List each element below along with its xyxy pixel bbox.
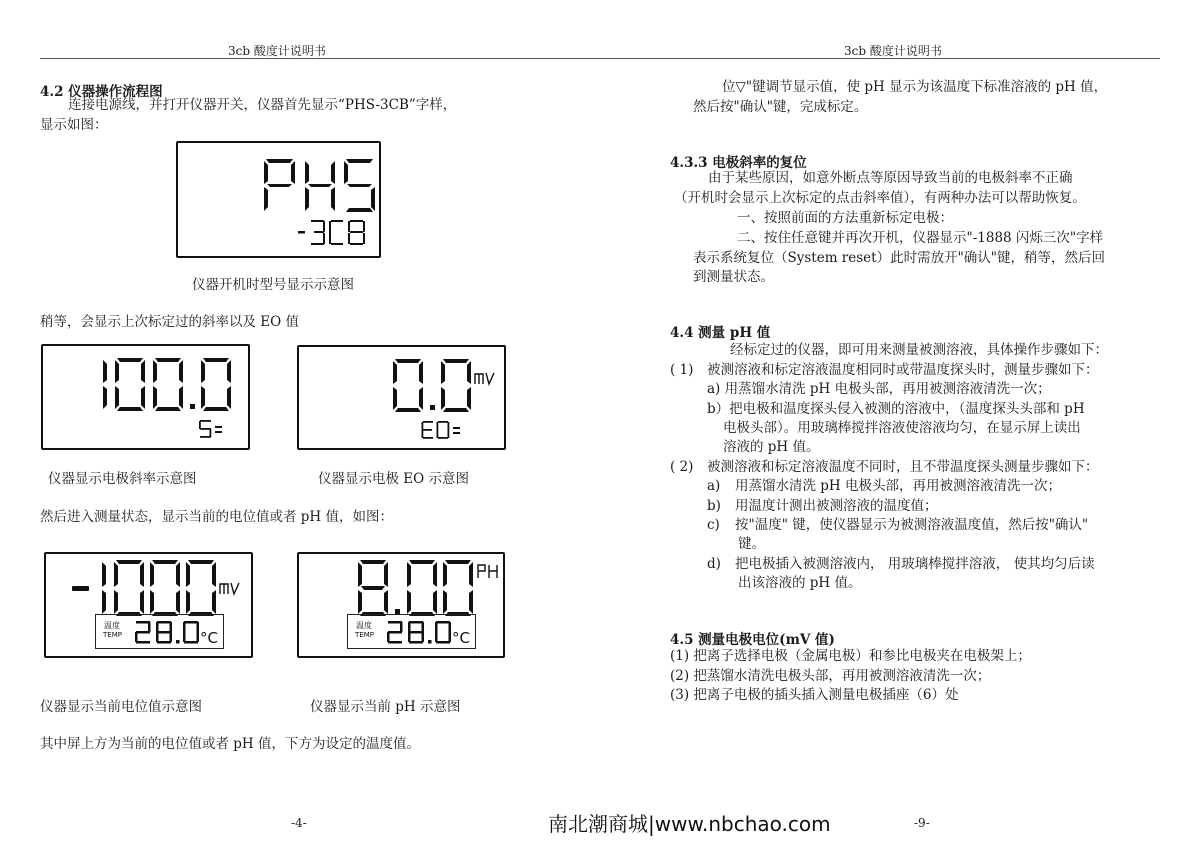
lcd-figure-mv [44,552,253,658]
list-item: 按"温度" 键，使仪器显示为被测溶液温度值，然后按"确认" [735,517,1089,533]
list-item: (2) 把蒸馏水清洗电极头部，再用被测溶液清洗一次； [670,668,991,684]
paragraph: 显示如图： [40,117,108,133]
section-4-3-3-heading: 4.3.3 电极斜率的复位 [670,155,807,171]
list-number: ( 1) [670,362,694,378]
temp-label-cn: 温度 [104,621,120,630]
section-4-2-heading: 4.2 仪器操作流程图 [40,84,163,100]
list-marker: d) [707,556,721,572]
list-item: 把电极插入被测溶液内， 用玻璃棒搅拌溶液， 使其均匀后读 [735,556,1095,572]
header-rule [40,58,1160,59]
paragraph: 一、按照前面的方法重新标定电极： [737,210,953,226]
section-4-4-heading: 4.4 测量 pH 值 [670,325,771,341]
temp-label-cn: 温度 [356,621,372,630]
paragraph: 然后进入测量状态，显示当前的电位值或者 pH 值，如图： [40,509,393,525]
lcd-figure-eo [297,345,506,450]
lcd-display-eo [299,347,504,448]
watermark-link[interactable]: 南北潮商城|www.nbchao.com [548,812,831,836]
paragraph: 其中屏上方为当前的电位值或者 pH 值，下方为设定的温度值。 [40,736,420,752]
lcd-figure-model [176,141,381,258]
svg-text:S= [43,346,67,350]
left-page-header: 3cb 酸度计说明书 [228,44,326,58]
lcd-display-phs [178,143,379,256]
list-item: 用温度计测出被测溶液的温度值； [735,498,938,514]
svg-text:100.0 [43,346,89,350]
svg-text:PHS [178,143,214,147]
figure-caption: 仪器开机时型号显示示意图 [192,277,354,293]
temperature-sub-display [95,614,224,649]
list-marker: a) [707,478,721,494]
figure-caption: 仪器显示电极斜率示意图 [48,471,197,487]
paragraph: 位▽"键调节显示值，使 pH 显示为该温度下标准溶液的 pH 值， [722,79,1108,95]
list-marker: c) [707,517,720,533]
svg-text:8.00 [299,554,335,558]
list-item: 键。 [738,536,765,552]
temp-digits [386,619,474,647]
paragraph: 二、按住任意键并再次开机，仪器显示"-1888 闪烁三次"字样 [737,230,1104,246]
list-item: (1) 把离子选择电极（金属电极）和参比电极夹在电极架上； [670,648,1031,664]
list-item: a) 用蒸馏水清洗 pH 电极头部，再用被测溶液清洗一次； [707,381,1051,397]
svg-text:PH [299,554,324,558]
temp-label-en: TEMP [355,631,374,639]
figure-caption: 仪器显示电极 EO 示意图 [318,471,470,487]
list-item: 被测溶液和标定溶液温度相同时或带温度探头时，测量步骤如下： [707,362,1099,378]
lcd-figure-slope [41,344,250,450]
paragraph: 稍等，会显示上次标定过的斜率以及 EO 值 [40,314,300,330]
figure-caption: 仪器显示当前电位值示意图 [40,699,202,715]
list-item: 电极头部）。用玻璃棒搅拌溶液使溶液均匀，在显示屏上读出 [723,420,1081,436]
list-item: (3) 把离子电极的插头插入测量电极插座（6）处 [670,687,959,703]
list-item: 溶液的 pH 值。 [723,439,820,455]
paragraph: 表示系统复位（System reset）此时需放开"确认"键，稍等，然后回 [693,250,1106,266]
page-number-left: -4- [291,816,307,830]
list-item: 出该溶液的 pH 值。 [738,575,862,591]
lcd-figure-ph [297,552,505,658]
temp-digits [134,619,222,647]
paragraph: 到测量状态。 [693,269,774,285]
temperature-sub-display [347,614,476,649]
temp-label-en: TEMP [103,631,122,639]
svg-text:°C: °C [200,629,218,647]
paragraph: 然后按"确认"键，完成标定。 [693,99,868,115]
page-number-right: -9- [914,816,930,830]
list-marker: b) [707,498,721,514]
svg-text:0.0 [299,347,324,351]
paragraph: 经标定过的仪器，即可用来测量被测溶液，具体操作步骤如下： [730,342,1108,358]
list-item: 用蒸馏水清洗 pH 电极头部，再用被测溶液清洗一次； [735,478,1061,494]
list-number: ( 2) [670,459,694,475]
figure-caption: 仪器显示当前 pH 示意图 [310,699,461,715]
paragraph: 连接电源线，并打开仪器开关，仪器首先显示“PHS-3CB”字样， [68,97,457,113]
svg-text:°C: °C [452,629,470,647]
right-page-header: 3cb 酸度计说明书 [844,44,942,58]
paragraph: 由于某些原因，如意外断点等原因导致当前的电极斜率不正确 [708,170,1073,186]
paragraph: （开机时会显示上次标定的点击斜率值），有两种办法可以帮助恢复。 [674,190,1086,206]
svg-text:-1000 [46,554,92,558]
list-item: b）把电极和温度探头侵入被测的溶液中，（温度探头头部和 pH [707,401,1085,417]
section-4-5-heading: 4.5 测量电极电位(mV 值) [670,632,835,648]
lcd-display-slope [43,346,248,448]
list-item: 被测溶液和标定溶液温度不同时，且不带温度探头测量步骤如下： [707,459,1099,475]
